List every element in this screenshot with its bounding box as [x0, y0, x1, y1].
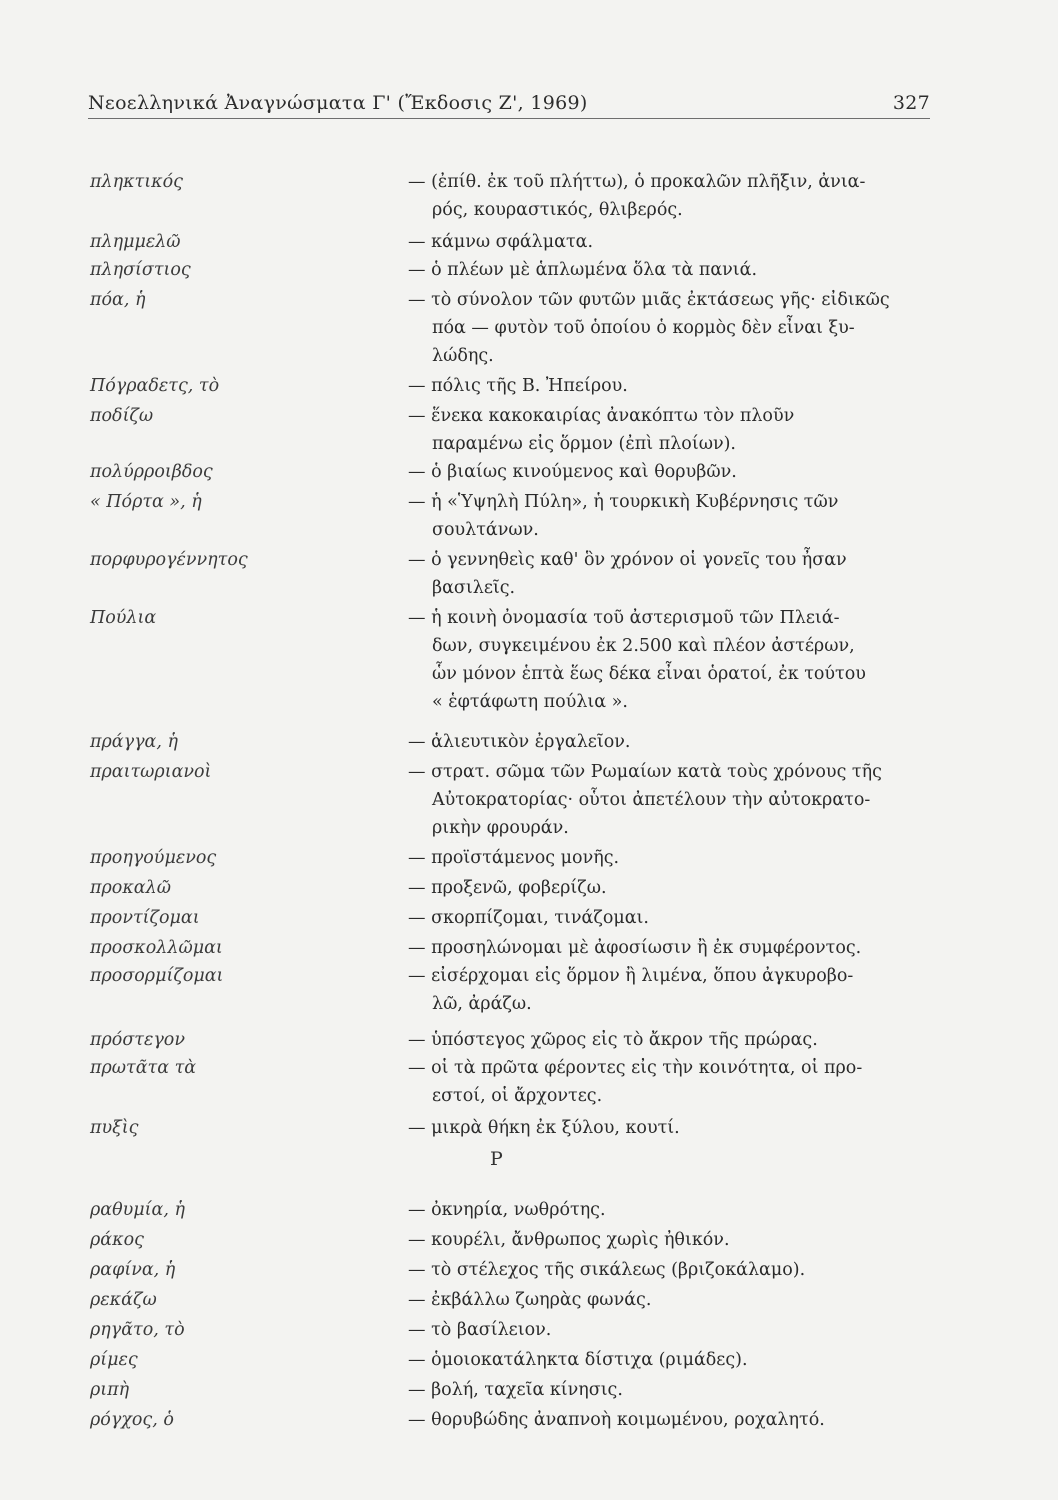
definition-line: — οἱ τὰ πρῶτα φέροντες εἰς τὴν κοινότητα, οἱ προ-	[408, 1058, 863, 1078]
definition-line: — προϊστάμενος μονῆς.	[408, 848, 620, 868]
entry-definition	[408, 488, 938, 544]
entry-definition	[408, 372, 938, 400]
entry-term: πρωτᾶτα τὰ	[90, 1058, 197, 1078]
definition-line: — τὸ σύνολον τῶν φυτῶν μιᾶς ἐκτάσεως γῆς· εἰδικῶς	[408, 290, 890, 310]
entry-term: ριπὴ	[90, 1380, 130, 1400]
definition-line: ρικὴν φρουράν.	[432, 818, 569, 838]
entry-definition	[408, 1026, 938, 1054]
definition-line: παραμένω εἰς ὅρμον (ἐπὶ πλοίων).	[432, 434, 736, 454]
definition-line: — ὁ βιαίως κινούμενος καὶ θορυβῶν.	[408, 462, 737, 482]
entry-term: ρόγχος, ὁ	[90, 1410, 174, 1430]
entry-term: πρόστεγον	[90, 1030, 185, 1050]
entry-definition	[408, 546, 938, 602]
entry-term: ποδίζω	[90, 406, 154, 426]
entry-term: πλησίστιος	[90, 260, 191, 280]
definition-line: — ἡ κοινὴ ὀνομασία τοῦ ἀστερισμοῦ τῶν Πλειά-	[408, 608, 840, 628]
entry-definition	[408, 904, 938, 932]
definition-line: — ὁ πλέων μὲ ἁπλωμένα ὅλα τὰ πανιά.	[408, 260, 758, 280]
definition-line: εστοί, οἱ ἄρχοντες.	[432, 1086, 603, 1106]
definition-line: — μικρὰ θήκη ἐκ ξύλου, κουτί.	[408, 1118, 680, 1138]
entry-definition	[408, 758, 938, 842]
entry-definition	[408, 168, 938, 224]
entry-term: ρηγᾶτο, τὸ	[90, 1320, 185, 1340]
entry-definition	[408, 1196, 938, 1224]
definition-line: σουλτάνων.	[432, 520, 539, 540]
definition-line: ὧν μόνον ἑπτὰ ἕως δέκα εἶναι ὁρατοί, ἐκ τούτου	[432, 664, 866, 684]
entry-term: « Πόρτα », ἡ	[90, 492, 202, 512]
definition-line: — στρατ. σῶμα τῶν Ρωμαίων κατὰ τοὺς χρόνους τῆς	[408, 762, 882, 782]
entry-definition	[408, 1346, 938, 1374]
definition-line: — θορυβώδης ἀναπνοὴ κοιμωμένου, ροχαλητό.	[408, 1410, 825, 1430]
definition-line: βασιλεῖς.	[432, 578, 516, 598]
definition-line: — πόλις τῆς Β. Ἠπείρου.	[408, 376, 628, 396]
page-number: 327	[892, 92, 930, 114]
entry-term: πλημμελῶ	[90, 232, 181, 252]
definition-line: — εἰσέρχομαι εἰς ὅρμον ἢ λιμένα, ὅπου ἀγκυροβο-	[408, 966, 854, 986]
section-letter: Ρ	[490, 1148, 503, 1170]
definition-line: — ὁμοιοκατάληκτα δίστιχα (ριμάδες).	[408, 1350, 748, 1370]
definition-line: — κάμνω σφάλματα.	[408, 232, 594, 252]
entry-term: προντίζομαι	[90, 908, 200, 928]
entry-term: προκαλῶ	[90, 878, 171, 898]
entry-term: ρίμες	[90, 1350, 138, 1370]
definition-line: δων, συγκειμένου ἐκ 2.500 καὶ πλέον ἀστέρων,	[432, 636, 855, 656]
definition-line: ρός, κουραστικός, θλιβερός.	[432, 200, 683, 220]
definition-line: — κουρέλι, ἄνθρωπος χωρὶς ἠθικόν.	[408, 1230, 730, 1250]
definition-line: — προξενῶ, φοβερίζω.	[408, 878, 607, 898]
entry-term: Πούλια	[90, 608, 157, 628]
running-title: Νεοελληνικά Ἀναγνώσματα Γ' (Ἔκδοσις Ζ', 1969)	[88, 92, 588, 114]
entry-definition	[408, 1054, 938, 1110]
entry-term: ραθυμία, ἡ	[90, 1200, 185, 1220]
page-header	[88, 92, 930, 119]
definition-line: — προσηλώνομαι μὲ ἀφοσίωσιν ἢ ἐκ συμφέροντος.	[408, 938, 862, 958]
entry-definition	[408, 1256, 938, 1284]
entry-term: ρεκάζω	[90, 1290, 157, 1310]
entry-term: προσορμίζομαι	[90, 966, 224, 986]
entry-term: προσκολλῶμαι	[90, 938, 223, 958]
definition-line: — τὸ στέλεχος τῆς σικάλεως (βριζοκάλαμο).	[408, 1260, 806, 1280]
definition-line: Αὐτοκρατορίας· οὗτοι ἀπετέλουν τὴν αὐτοκρατο-	[432, 790, 871, 810]
entry-term: πράγγα, ἡ	[90, 732, 178, 752]
definition-line: — (ἐπίθ. ἐκ τοῦ πλήττω), ὁ προκαλῶν πλῆξιν, ἀνια-	[408, 172, 866, 192]
entry-definition	[408, 934, 938, 962]
entry-definition	[408, 1286, 938, 1314]
entry-definition	[408, 256, 938, 284]
definition-line: « ἑφτάφωτη πούλια ».	[432, 692, 628, 712]
entry-term: Πόγραδετς, τὸ	[90, 376, 220, 396]
entry-definition	[408, 1376, 938, 1404]
entry-term: ραφίνα, ἡ	[90, 1260, 176, 1280]
definition-line: — ἐκβάλλω ζωηρὰς φωνάς.	[408, 1290, 652, 1310]
entry-definition	[408, 962, 938, 1018]
entry-term: πολύρροιβδος	[90, 462, 213, 482]
definition-line: λῶ, ἀράζω.	[432, 994, 532, 1014]
entry-definition	[408, 286, 938, 370]
definition-line: λώδης.	[432, 346, 494, 366]
definition-line: πόα — φυτὸν τοῦ ὁποίου ὁ κορμὸς δὲν εἶναι ξυ-	[432, 318, 855, 338]
entry-term: προηγούμενος	[90, 848, 217, 868]
entry-definition	[408, 1406, 938, 1434]
entry-definition	[408, 1316, 938, 1344]
entry-definition	[408, 1114, 938, 1142]
definition-line: — σκορπίζομαι, τινάζομαι.	[408, 908, 649, 928]
entry-definition	[408, 402, 938, 458]
entry-definition	[408, 874, 938, 902]
entry-term: πληκτικός	[90, 172, 183, 192]
entry-term: πόα, ἡ	[90, 290, 146, 310]
definition-line: — ἡ «Ὑψηλὴ Πύλη», ἡ τουρκικὴ Κυβέρνησις τῶν	[408, 492, 839, 512]
entry-definition	[408, 844, 938, 872]
entry-definition	[408, 728, 938, 756]
entry-term: πραιτωριανοὶ	[90, 762, 212, 782]
definition-line: — ἕνεκα κακοκαιρίας ἀνακόπτω τὸν πλοῦν	[408, 406, 795, 426]
entry-term: πυξὶς	[90, 1118, 139, 1138]
entry-term: πορφυρογέννητος	[90, 550, 248, 570]
entry-definition	[408, 228, 938, 256]
definition-line: — ὁ γεννηθεὶς καθ' ὃν χρόνον οἱ γονεῖς του ἦσαν	[408, 550, 847, 570]
entry-definition	[408, 458, 938, 486]
definition-line: — ὀκνηρία, νωθρότης.	[408, 1200, 606, 1220]
entry-definition	[408, 1226, 938, 1254]
definition-line: — ἁλιευτικὸν ἐργαλεῖον.	[408, 732, 631, 752]
entry-term: ράκος	[90, 1230, 144, 1250]
definition-line: — τὸ βασίλειον.	[408, 1320, 552, 1340]
definition-line: — ὑπόστεγος χῶρος εἰς τὸ ἄκρον τῆς πρώρας.	[408, 1030, 818, 1050]
entry-definition	[408, 604, 938, 716]
definition-line: — βολή, ταχεῖα κίνησις.	[408, 1380, 623, 1400]
